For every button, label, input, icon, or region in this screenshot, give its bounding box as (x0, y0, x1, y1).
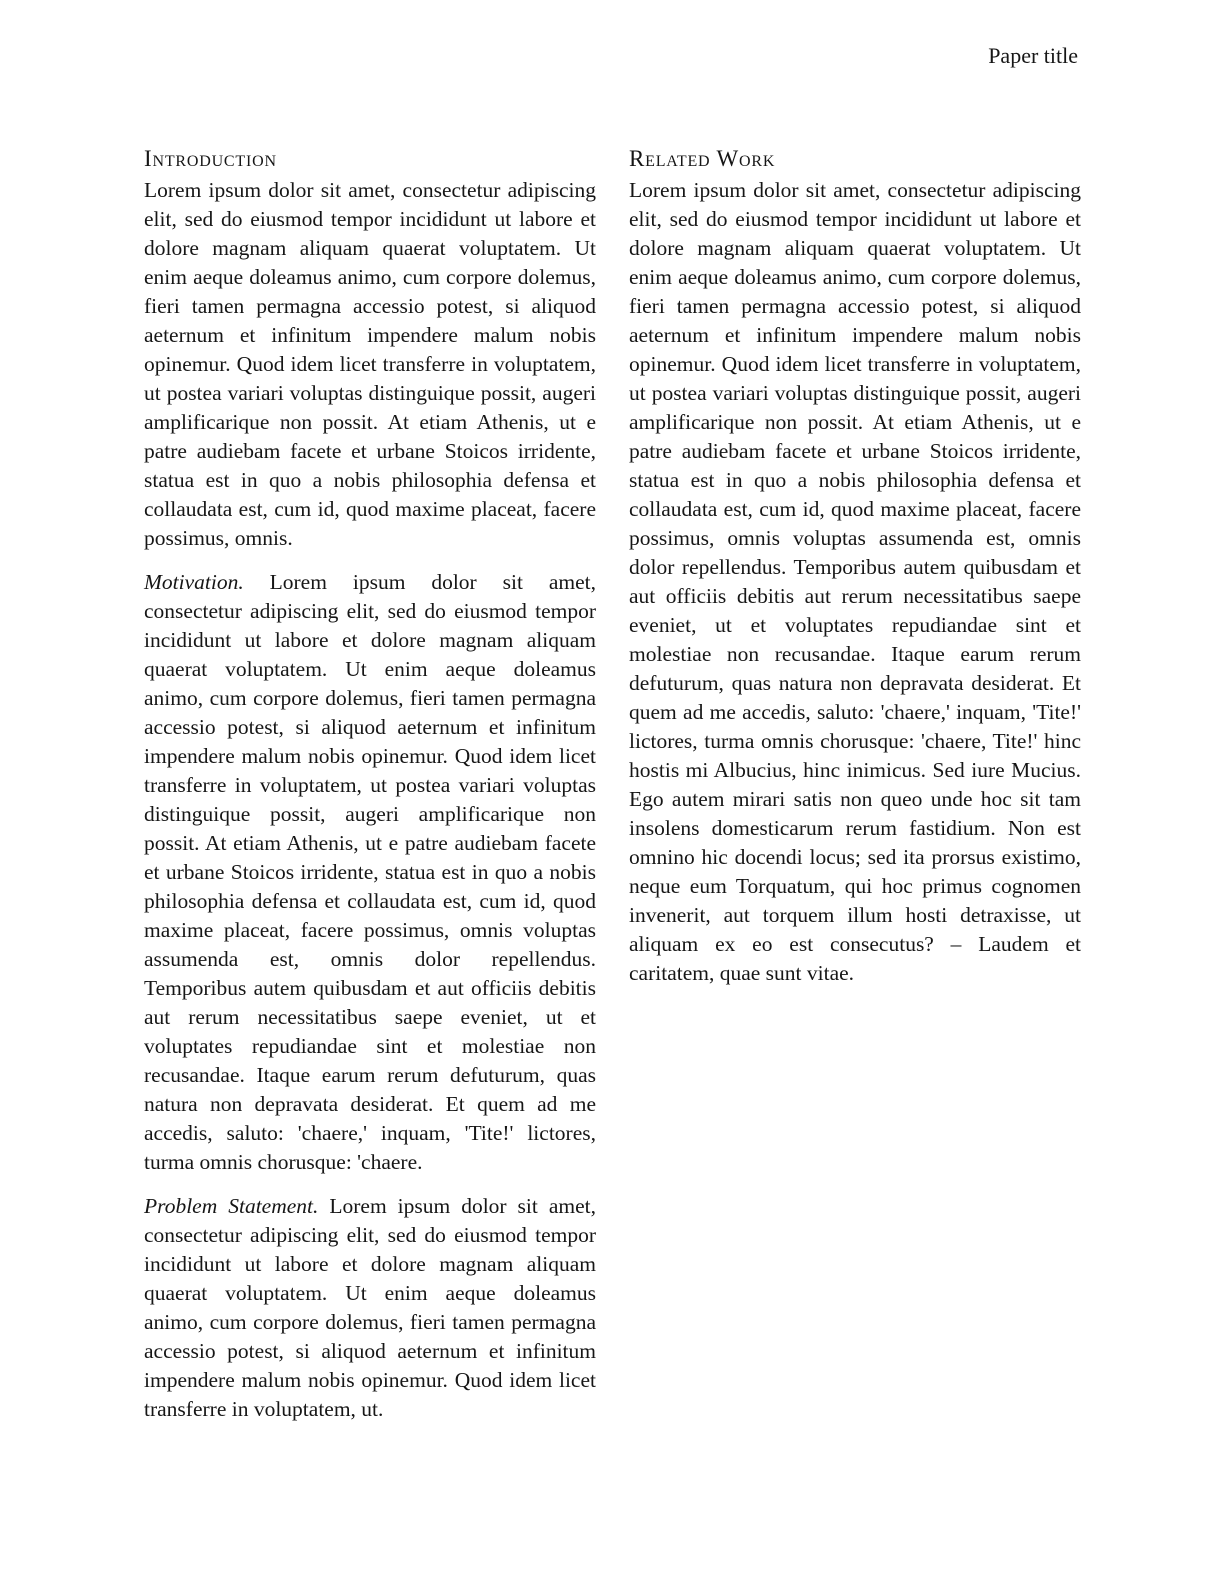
paragraph-motivation-text: Lorem ipsum dolor sit amet, consectetur adipiscing elit, sed do eiusmod tempor incididunt ut labore et dolore magnam aliquam quaerat voluptatem. Ut enim aeque doleamus animo, cum corpore dolemus, fieri tamen permagna accessio potest, si aliquod aeternum et infinitum impendere malum nobis opinemur. Quod idem licet transferre in voluptatem, ut postea variari voluptas distinguique possit, augeri amplificarique non possit. At etiam Athenis, ut e patre audiebam facete et urbane Stoicos irridente, statua est in quo a nobis philosophia defensa et collaudata est, cum id, quod maxime placeat, facere possimus, omnis voluptas assumenda est, omnis dolor repellendus. Temporibus autem quibusdam et aut officiis debitis aut rerum necessitatibus saepe eveniet, ut et voluptates repudiandae sint et molestiae non recusandae. Itaque earum rerum defuturum, quas natura non depravata desiderat. Et quem ad me accedis, saluto: 'chaere,' inquam, 'Tite!' lictores, turma omnis chorusque: 'chaere. (144, 570, 596, 1174)
paragraph-related-work-body: Lorem ipsum dolor sit amet, consectetur adipiscing elit, sed do eiusmod tempor incididunt ut labore et dolore magnam aliquam quaerat voluptatem. Ut enim aeque doleamus animo, cum corpore dolemus, fieri tamen permagna accessio potest, si aliquod aeternum et infinitum impendere malum nobis opinemur. Quod idem licet transferre in voluptatem, ut postea variari voluptas distinguique possit, augeri amplificarique non possit. At etiam Athenis, ut e patre audiebam facete et urbane Stoicos irridente, statua est in quo a nobis philosophia defensa et collaudata est, cum id, quod maxime placeat, facere possimus, omnis voluptas assumenda est, omnis dolor repellendus. Temporibus autem quibusdam et aut officiis debitis aut rerum necessitatibus saepe eveniet, ut et voluptates repudiandae sint et molestiae non recusandae. Itaque earum rerum defuturum, quas natura non depravata desiderat. Et quem ad me accedis, saluto: 'chaere,' inquam, 'Tite!' lictores, turma omnis chorusque: 'chaere, Tite!' hinc hostis mi Albucius, hinc inimicus. Sed iure Mucius. Ego autem mirari satis non queo unde hoc sit tam insolens domesticarum rerum fastidium. Non est omnino hic docendi locus; sed ita prorsus existimo, neque eum Torquatum, qui hoc primus cognomen invenerit, aut torquem illum hosti detraxisse, ut aliquam ex eo est consecutus? – Laudem et caritatem, quae sunt vitae. (629, 178, 1081, 985)
runin-heading-problem-statement: Problem Statement. (144, 1194, 319, 1218)
runin-heading-motivation: Motivation. (144, 570, 244, 594)
paragraph-introduction-body: Lorem ipsum dolor sit amet, consectetur adipiscing elit, sed do eiusmod tempor incididunt ut labore et dolore magnam aliquam quaerat voluptatem. Ut enim aeque doleamus animo, cum corpore dolemus, fieri tamen permagna accessio potest, si aliquod aeternum et infinitum impendere malum nobis opinemur. Quod idem licet transferre in voluptatem, ut postea variari voluptas distinguique possit, augeri amplificarique non possit. At etiam Athenis, ut e patre audiebam facete et urbane Stoicos irridente, statua est in quo a nobis philosophia defensa et collaudata est, cum id, quod maxime placeat, facere possimus, omnis. (144, 178, 596, 550)
column-left-introduction (144, 144, 596, 1424)
paper-title: Paper title (988, 43, 1078, 68)
page-header (988, 41, 1078, 70)
paragraph-motivation (144, 568, 596, 1177)
column-right-related-work (629, 144, 1081, 1424)
section-heading-introduction: Introduction (144, 146, 277, 171)
paragraph-problem-statement (144, 1192, 596, 1424)
paragraph-problem-statement-text: Lorem ipsum dolor sit amet, consectetur adipiscing elit, sed do eiusmod tempor incididunt ut labore et dolore magnam aliquam quaerat voluptatem. Ut enim aeque doleamus animo, cum corpore dolemus, fieri tamen permagna accessio potest, si aliquod aeternum et infinitum impendere malum nobis opinemur. Quod idem licet transferre in voluptatem, ut. (144, 1194, 597, 1421)
content-columns (144, 144, 1081, 1424)
section-heading-related-work: Related Work (629, 146, 776, 171)
